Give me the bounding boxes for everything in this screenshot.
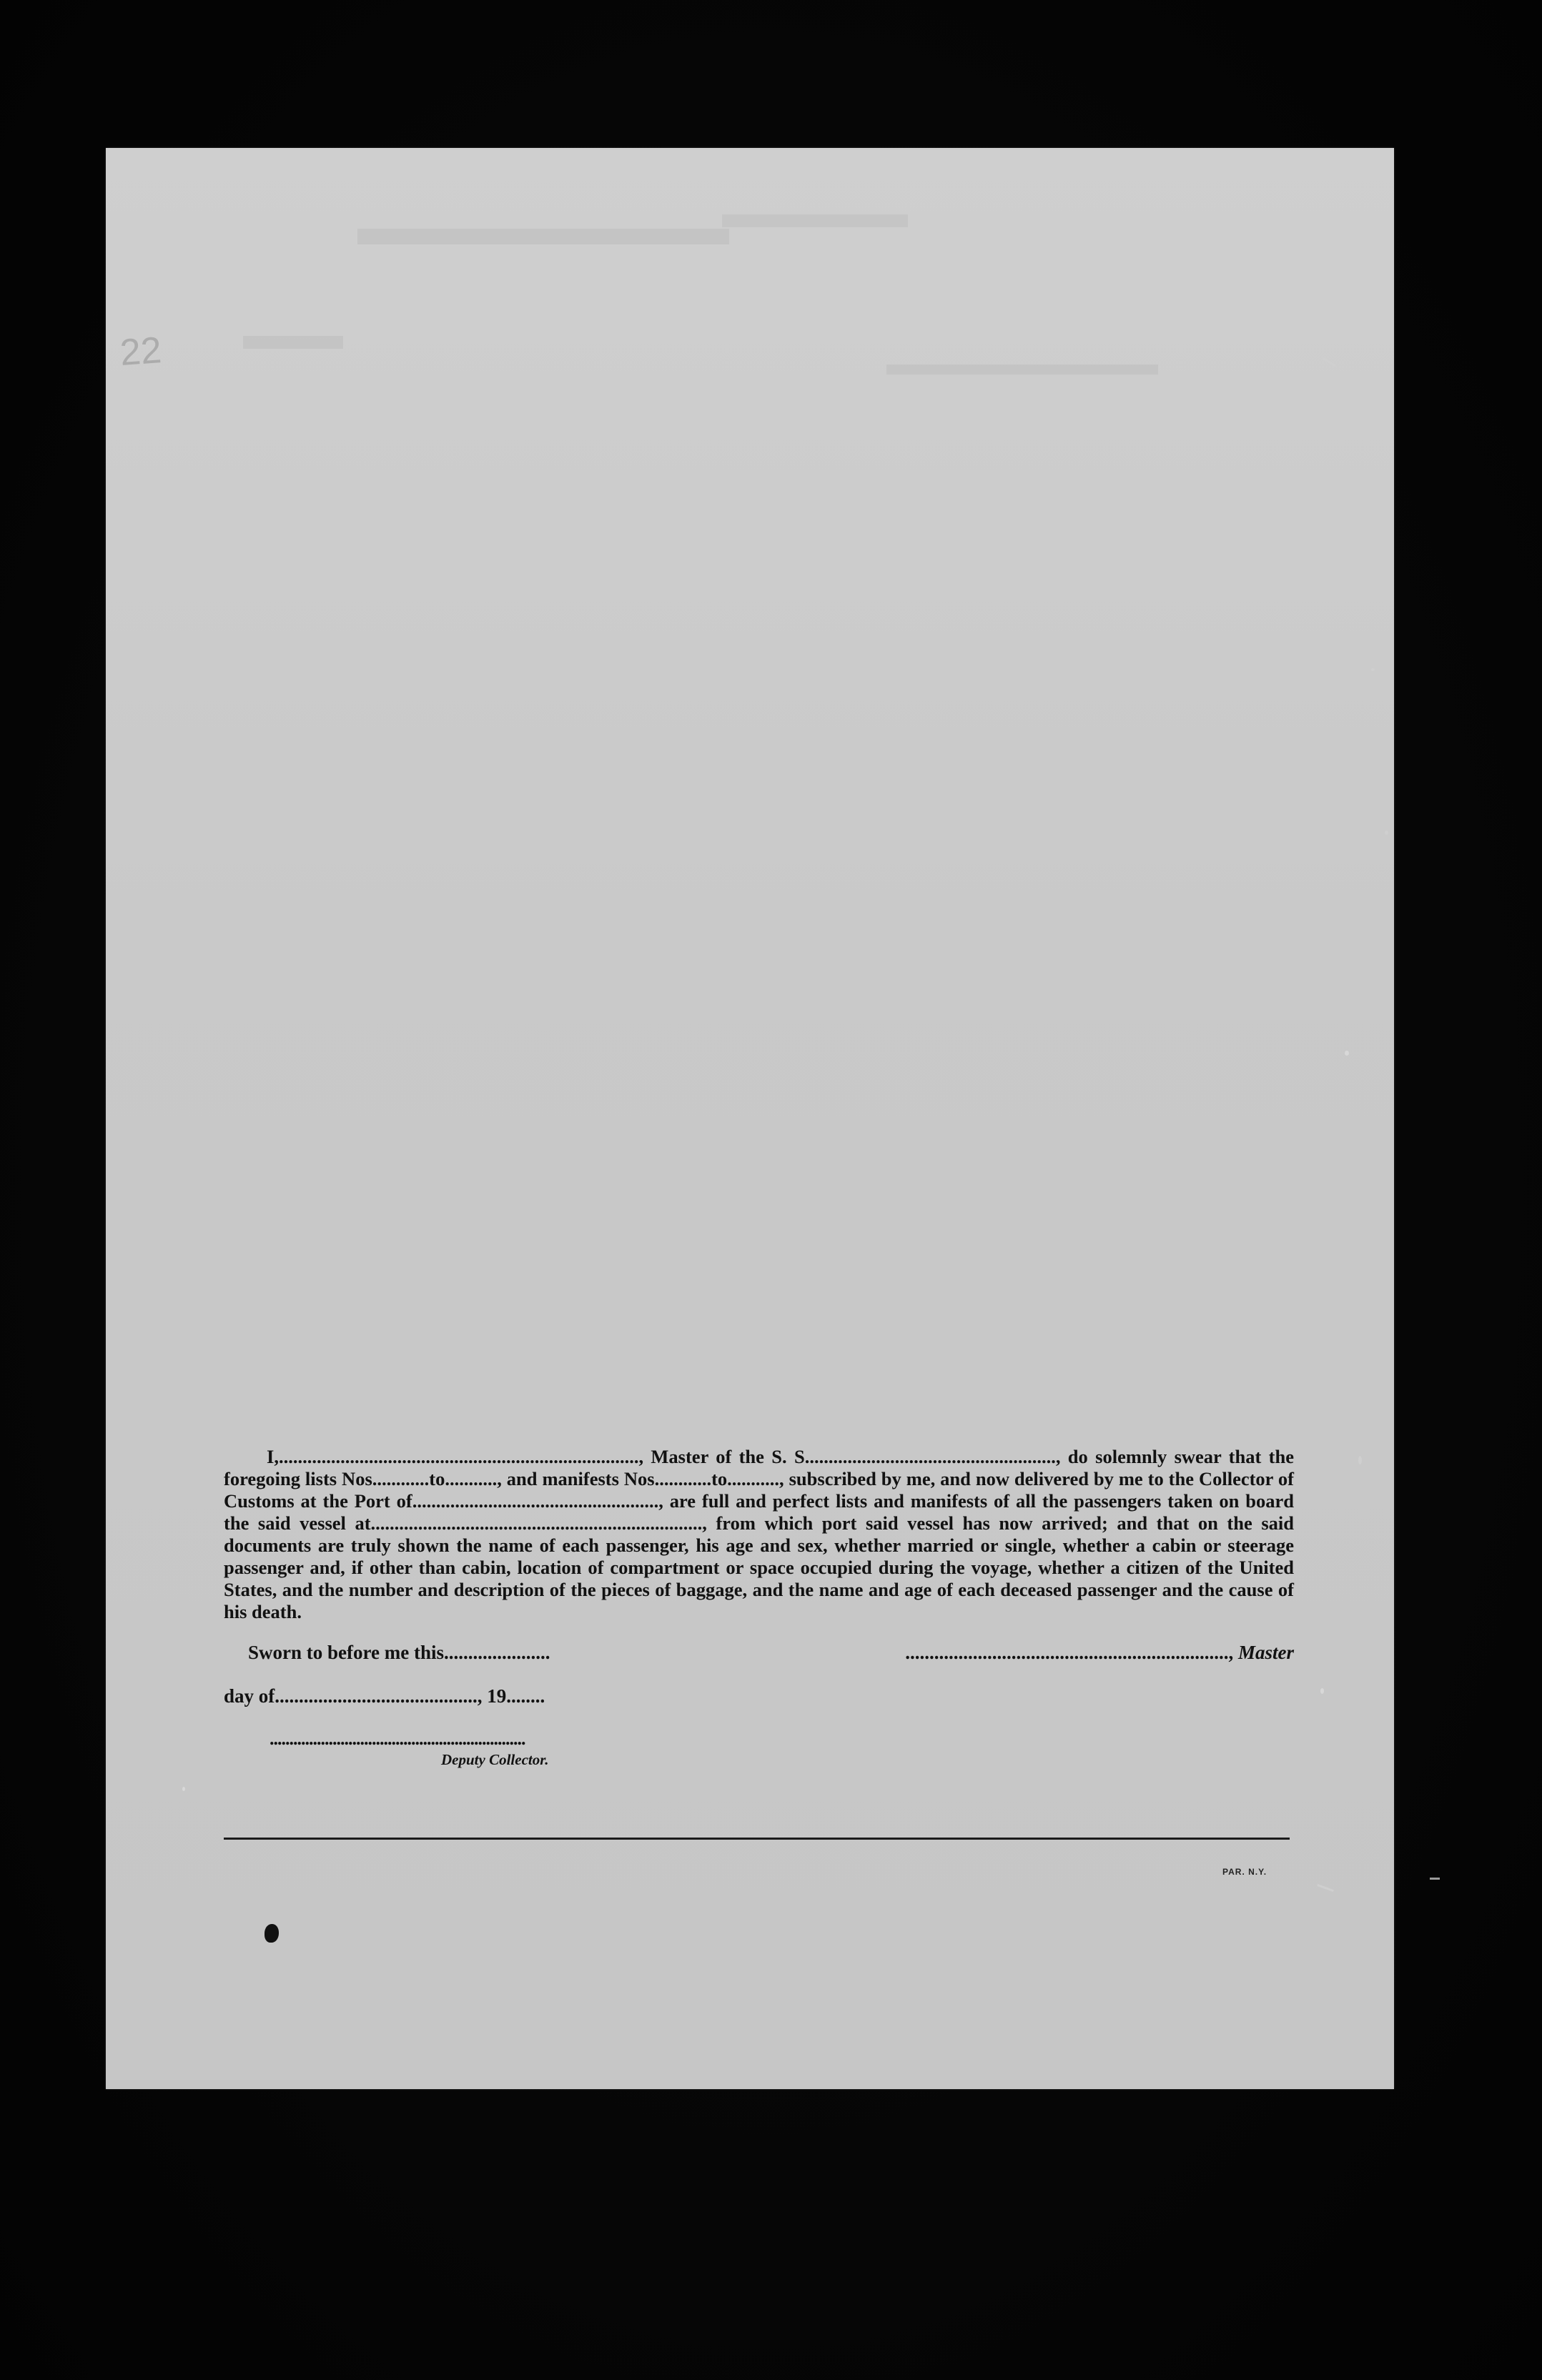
oath-text: I,............................................................................, Master of the S. S....................................................., do solemnly swear that the foregoing lists Nos............to..........., and manifests Nos............to..........., subscribed by me, and now delivered by me to the Collector of Customs at the Port of...................................................., are full and perfect lists and manifests of all the passengers taken on board the said vessel at......................................................................, from which port said vessel has now arrived; and that on the said documents are truly shown the name of each passenger, his age and sex, whether married or single, whether a cabin or steerage passenger and, if other than cabin, location of compartment or space occupied during the voyage, whether a citizen of the United States, and the number and description of the pieces of baggage, and the name and age of each deceased passenger and the cause of his death. [224,1446,1294,1622]
ink-blot [265,1924,279,1943]
master-oath-paragraph [224,1446,1294,1623]
edge-mark [1430,1878,1440,1880]
deputy-collector-label: Deputy Collector. [441,1751,549,1768]
master-signature-line [905,1642,1294,1664]
bleed-through-mark [357,229,729,244]
faded-page-number: 22 [119,329,163,374]
deputy-signature-line: ................................................................. [270,1728,525,1749]
dust-speck [1358,1456,1362,1464]
horizontal-rule [224,1838,1290,1840]
dust-speck [1320,1688,1324,1694]
master-signature-dots: ..................................................................., [905,1642,1234,1663]
dust-speck [1345,1051,1349,1056]
document-page [106,148,1394,2089]
day-of-line: day of.........................................., 19........ [224,1685,545,1707]
sworn-before-line: Sworn to before me this...................... [248,1642,550,1663]
master-label: Master [1237,1642,1294,1663]
dust-speck [1371,668,1375,671]
bleed-through-mark [886,365,1158,375]
dust-speck [182,1787,185,1791]
bleed-through-mark [243,336,343,349]
printer-mark: PAR. N.Y. [1222,1867,1267,1877]
bleed-through-mark [722,214,908,227]
dust-speck [1385,830,1388,835]
